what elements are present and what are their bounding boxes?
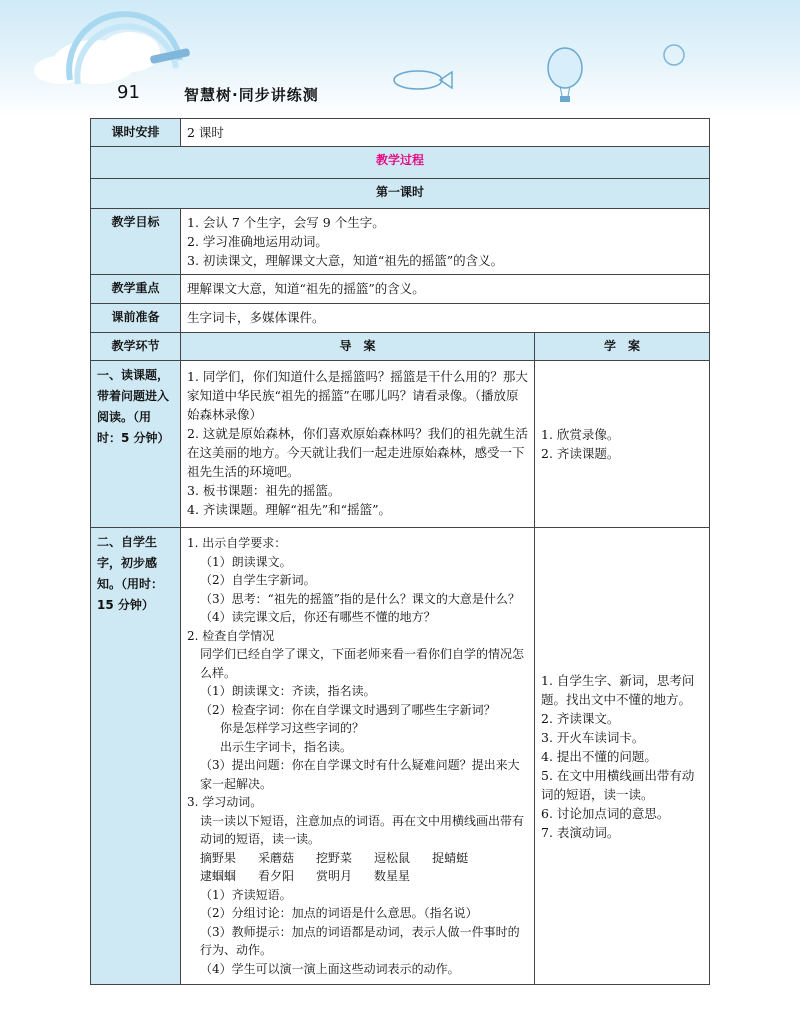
objective-item: 3. 初读课文，理解课文大意，知道“祖先的摇篮”的含义。	[187, 253, 504, 268]
guide-subitem: （3）思考：“祖先的摇篮”指的是什么？课文的大意是什么？	[200, 591, 520, 606]
process-title: 教学过程	[91, 147, 710, 179]
fish-icon	[394, 71, 452, 89]
guide-subitem: （2）检查字词：你在自学课文时遇到了哪些生字新词？	[200, 702, 496, 717]
phrase: 捉蜻蜓	[432, 850, 469, 865]
lesson-title-row	[91, 179, 710, 209]
study-item: 1. 自学生字、新词，思考问题。找出文中不懂的地方。	[541, 672, 695, 707]
process-title-row	[91, 147, 710, 179]
guide-item: 2. 这就是原始森林，你们喜欢原始森林吗？我们的祖先就生活在这美丽的地方。今天就让我们一起走进原始森林，感受一下祖先生活的环境吧。	[187, 426, 528, 479]
guide-subitem: （1）朗读课文。	[200, 554, 292, 569]
phrase-row	[187, 867, 528, 886]
guide-subitem: （2）分组讨论：加点的词语是什么意思。（指名说）	[200, 906, 478, 920]
study-item: 2. 齐读课文。	[541, 710, 620, 726]
guide-item: 1. 同学们，你们知道什么是摇篮吗？摇篮是干什么用的？那大家知道中华民族“祖先的摇篮”在哪儿吗？请看录像。（播放原始森林录像）	[187, 369, 528, 422]
study-column-header: 学 案	[535, 333, 710, 361]
guide-subitem: （3）提出问题：你在自学课文时有什么疑难问题？提出来大家一起解决。	[200, 758, 520, 791]
key-point-value: 理解课文大意，知道“祖先的摇篮”的含义。	[181, 275, 710, 304]
key-point-row	[91, 275, 710, 304]
sun-icon	[664, 45, 684, 65]
page-header	[0, 0, 800, 116]
phrase: 数星星	[374, 869, 411, 883]
guide-paragraph: 读一读以下短语，注意加点的词语。再在文中用横线画出带有动词的短语，读一读。	[200, 813, 525, 846]
phrase: 看夕阳	[258, 869, 295, 883]
key-point-label: 教学重点	[91, 275, 181, 304]
objective-item: 2. 学习准确地运用动词。	[187, 234, 328, 249]
hot-air-balloon-icon	[548, 48, 582, 102]
phrase: 逮蝈蝈	[200, 869, 237, 883]
phrase: 采蘑菇	[258, 850, 295, 865]
prep-label: 课前准备	[91, 304, 181, 333]
prep-value: 生字词卡，多媒体课件。	[181, 304, 710, 333]
prep-row	[91, 304, 710, 333]
guide-subitem: 你是怎样学习这些字词的？	[220, 721, 365, 735]
stage1-row	[91, 361, 710, 528]
stage1-study	[535, 361, 710, 528]
lesson-plan-table	[90, 118, 710, 985]
guide-item: 4. 齐读课题。理解“祖先”和“摇篮”。	[187, 502, 391, 517]
phrase: 挖野菜	[316, 850, 353, 865]
guide-item: 3. 板书课题：祖先的摇篮。	[187, 483, 341, 498]
stage1-guide	[181, 361, 535, 528]
page-number: 91	[117, 82, 140, 103]
study-item: 6. 讨论加点词的意思。	[541, 805, 670, 821]
objectives-row	[91, 209, 710, 275]
lesson-title: 第一课时	[91, 179, 710, 209]
schedule-label: 课时安排	[91, 119, 181, 147]
guide-column-header: 导 案	[181, 333, 535, 361]
study-item: 3. 开火车读词卡。	[541, 729, 645, 745]
guide-subitem: （3）教师提示：加点的词语都是动词，表示人做一件事时的行为、动作。	[200, 924, 520, 957]
book-title: 智慧树·同步讲练测	[184, 86, 319, 104]
objectives-list	[181, 209, 710, 275]
stage2-row	[91, 528, 710, 985]
guide-subitem: （1）朗读课文：齐读，指名读。	[200, 684, 376, 698]
objective-item: 1. 会认 7 个生字，会写 9 个生字。	[187, 215, 385, 230]
guide-subitem: （4）读完课文后，你还有哪些不懂的地方？	[200, 610, 436, 624]
phrase-row	[187, 849, 528, 868]
study-item: 4. 提出不懂的问题。	[541, 748, 657, 764]
stage-column-header: 教学环节	[91, 333, 181, 361]
objectives-label: 教学目标	[91, 209, 181, 275]
schedule-row	[91, 119, 710, 147]
stage2-study	[535, 528, 710, 985]
guide-subitem: 出示生字词卡，指名读。	[220, 739, 353, 754]
column-header-row	[91, 333, 710, 361]
study-item: 7. 表演动词。	[541, 824, 620, 840]
stage1-label: 一、读课题，带着问题进入阅读。（用时：5 分钟）	[91, 361, 181, 528]
phrase: 逗松鼠	[374, 850, 411, 865]
stage2-label: 二、自学生字，初步感知。（用时：15 分钟）	[91, 528, 181, 985]
guide-paragraph: 同学们已经自学了课文，下面老师来看一看你们自学的情况怎么样。	[200, 647, 525, 680]
phrase: 摘野果	[200, 850, 237, 865]
study-item: 1. 欣赏录像。	[541, 427, 620, 442]
stage2-guide	[181, 528, 535, 985]
guide-subitem: （2）自学生字新词。	[200, 573, 316, 587]
guide-item: 3. 学习动词。	[187, 795, 263, 809]
study-item: 2. 齐读课题。	[541, 446, 620, 461]
guide-item: 1. 出示自学要求：	[187, 536, 287, 550]
guide-item: 2. 检查自学情况	[187, 628, 275, 643]
schedule-value: 2 课时	[181, 119, 710, 147]
guide-subitem: （4）学生可以演一演上面这些动词表示的动作。	[200, 961, 460, 976]
phrase: 赏明月	[316, 869, 353, 883]
study-item: 5. 在文中用横线画出带有动词的短语，读一读。	[541, 767, 695, 802]
guide-subitem: （1）齐读短语。	[200, 887, 292, 902]
